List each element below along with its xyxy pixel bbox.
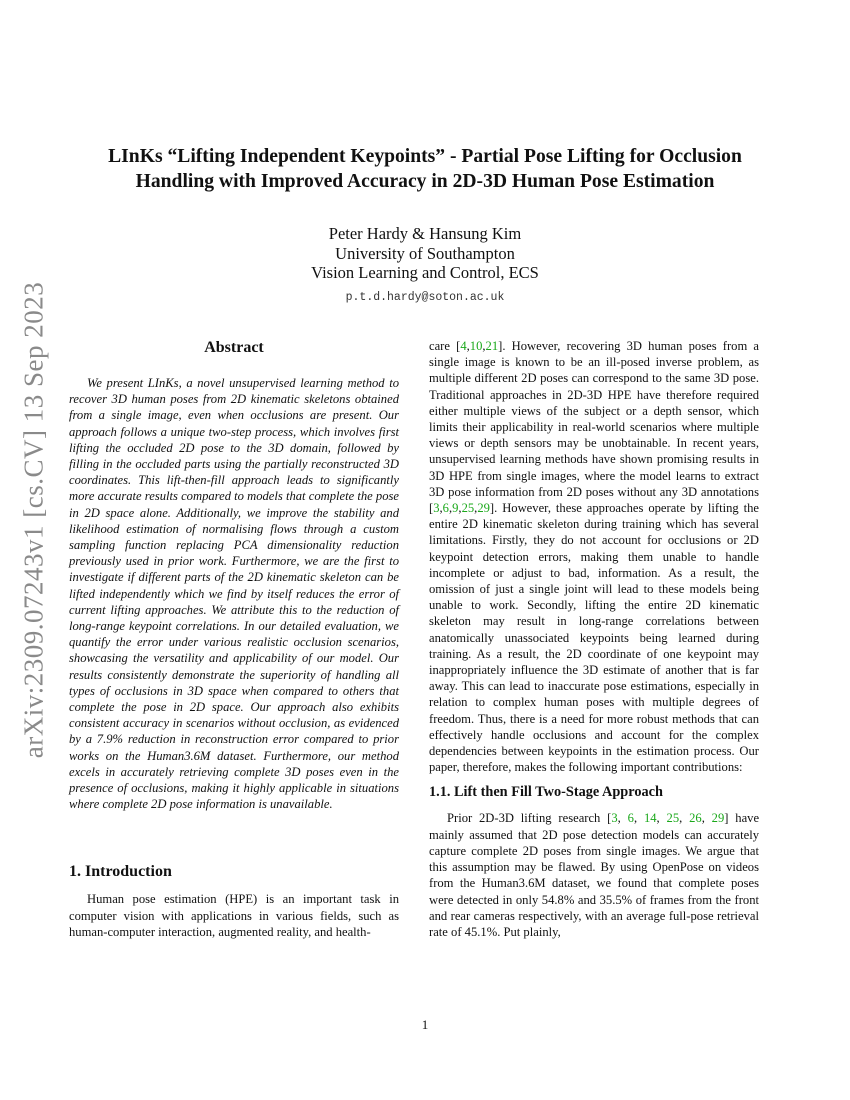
abstract-text: We present LInKs, a novel unsupervised learning method to recover 3D human poses from 2D kinematic skeletons obtained from a single image, even when occlusions are present. Our approach follows a unique two-step process, which involves first lifting the occluded 2D pose to the 3D domain, followed by filling in the occluded parts using the partially reconstructed 3D coordinates. This lift-then-fill approach leads to significantly more accurate results compared to models that complete the pose in 2D space alone. Additionally, we improve the stability and likelihood estimation of normalising flows through a custom sampling function replacing PCA dimensionality reduction previously used in prior work. Furthermore, we are the first to investigate if different parts of the 2D kinematic skeleton can be lifted independently which we find by itself reduces the error of current lifting approaches. We attribute this to the reduction of long-range keypoint correlations. In our detailed evaluation, we quantify the error under various realistic occlusion scenarios, showcasing the versatility and applicability of our model. Our results consistently demonstrate the superiority of handling all types of occlusions in 3D space when compared to others that complete the pose in 2D space. Our approach also exhibits consistent accuracy in scenarios without occlusion, as evidenced by a 7.9% reduction in reconstruction error compared to prior works on the Human3.6M dataset. Furthermore, our method excels in accurately retrieving complete 3D poses even in the presence of occlusions, making it highly applicable in situations where complete 2D pose information is unavailable. bbox=[69, 376, 399, 812]
page-number: 1 bbox=[421, 1017, 429, 1032]
subsection-paragraph bbox=[429, 810, 759, 940]
citation-link[interactable]: 14 bbox=[643, 811, 657, 826]
title-line-1: LInKs “Lifting Independent Keypoints” - Partial Pose Lifting for Occlusion bbox=[108, 146, 742, 167]
text-run: , bbox=[633, 811, 644, 826]
citation-link[interactable]: 6 bbox=[627, 811, 634, 826]
citation-link[interactable]: 29 bbox=[711, 811, 725, 826]
citation-link[interactable]: 3 bbox=[433, 501, 440, 516]
citation-link[interactable]: 21 bbox=[485, 339, 499, 353]
citation-link[interactable]: 25 bbox=[666, 811, 680, 826]
citation-link[interactable]: 26 bbox=[689, 811, 702, 826]
text-run: , bbox=[482, 339, 486, 353]
subsection-heading: 1.1. Lift then Fill Two-Stage Approach bbox=[429, 784, 663, 801]
text-run: , bbox=[458, 501, 462, 516]
intro-continued-paragraph bbox=[429, 338, 759, 775]
citation-link[interactable]: 6 bbox=[442, 501, 449, 516]
text-run: ]. However, recovering 3D human poses from a single image is known to be an ill-posed inverse problem, as multiple different 2D poses can correspond to the same 3D pose. Traditional approaches in 2D-3D HPE have therefore required either multiple views of the subject or a depth sensor, which limits their applicability in real-world scenarios where multiple views or depth sensors may be unobtainable. In recent years, unsupervised learning methods have shown promising results in 3D HPE from single images, where the model learns to extract 3D pose information from 2D poses without any 3D annotations [ bbox=[429, 339, 759, 516]
arxiv-id-text: arXiv:2309.07243v1 [cs.CV] 13 Sep 2023 bbox=[18, 281, 49, 759]
author-department: Vision Learning and Control, ECS bbox=[311, 263, 539, 282]
right-column bbox=[429, 338, 759, 940]
text-run: , bbox=[701, 811, 712, 826]
text-run: , bbox=[466, 339, 470, 353]
arxiv-watermark bbox=[16, 281, 52, 759]
text-run: ] have mainly assumed that 2D pose detection models can accurately capture complete 2D poses from single images. We argue that this assumption may be flawed. By using OpenPose on videos from the Human3.6M dataset, we found that complete poses were detected in only 54.8% and 35.5% of frames from the front and rear cameras respectively, with an average full-pose retrieval rate of 45.1%. Put plainly, bbox=[429, 811, 760, 939]
text-run: ]. However, these approaches operate by lifting the entire 2D kinematic skeleton during training which has several limitations. Firstly, they do not account for occlusions or 2D keypoint detection errors, making them unable to handle incomplete or adjust to bad, information. As a result, the omission of just a single joint will lead to these models being unable to work. Secondly, lifting the entire 2D kinematic skeleton may result in long-range correlations between anatomically unassociated keypoints being learned during training. As a result, the 2D coordinate of one keypoint may inappropriately influence the 3D estimate of another that is far away. This can lead to inaccurate pose estimations, especially in relation to complex human poses with multiple degrees of freedom. Thus, there is a need for more robust methods that can effectively handle occlusions and account for the complex dependencies between keypoints in the estimation process. Our paper, therefore, makes the following important contributions: bbox=[429, 501, 759, 775]
introduction-text: Human pose estimation (HPE) is an important task in computer vision with applications in various fields, such as human-computer interaction, augmented reality, and health- bbox=[69, 892, 399, 939]
introduction-heading: 1. Introduction bbox=[69, 863, 172, 881]
citation-link[interactable]: 3 bbox=[611, 811, 618, 826]
left-column bbox=[69, 338, 399, 940]
citation-link[interactable]: 4 bbox=[460, 339, 467, 353]
citation-link[interactable]: 10 bbox=[469, 339, 483, 353]
title-line-2: Handling with Improved Accuracy in 2D-3D Human Pose Estimation bbox=[135, 171, 715, 192]
text-run: care [ bbox=[429, 339, 461, 353]
text-run: , bbox=[656, 811, 667, 826]
paper-title bbox=[80, 144, 770, 194]
citation-link[interactable]: 29 bbox=[477, 501, 490, 516]
author-email[interactable]: p.t.d.hardy@soton.ac.uk bbox=[345, 290, 505, 304]
citation-link[interactable]: 9 bbox=[452, 501, 459, 516]
author-block bbox=[200, 224, 650, 307]
text-run: , bbox=[617, 811, 628, 826]
text-run: Prior 2D-3D lifting research [ bbox=[447, 811, 612, 826]
author-affiliation: University of Southampton bbox=[335, 243, 515, 263]
text-run: , bbox=[679, 811, 690, 826]
text-run: , bbox=[439, 501, 443, 516]
abstract-heading: Abstract bbox=[204, 339, 264, 356]
text-run: , bbox=[474, 501, 478, 516]
citation-link[interactable]: 25 bbox=[461, 501, 475, 516]
text-run: , bbox=[448, 501, 453, 516]
author-names: Peter Hardy & Hansung Kim bbox=[328, 224, 522, 243]
